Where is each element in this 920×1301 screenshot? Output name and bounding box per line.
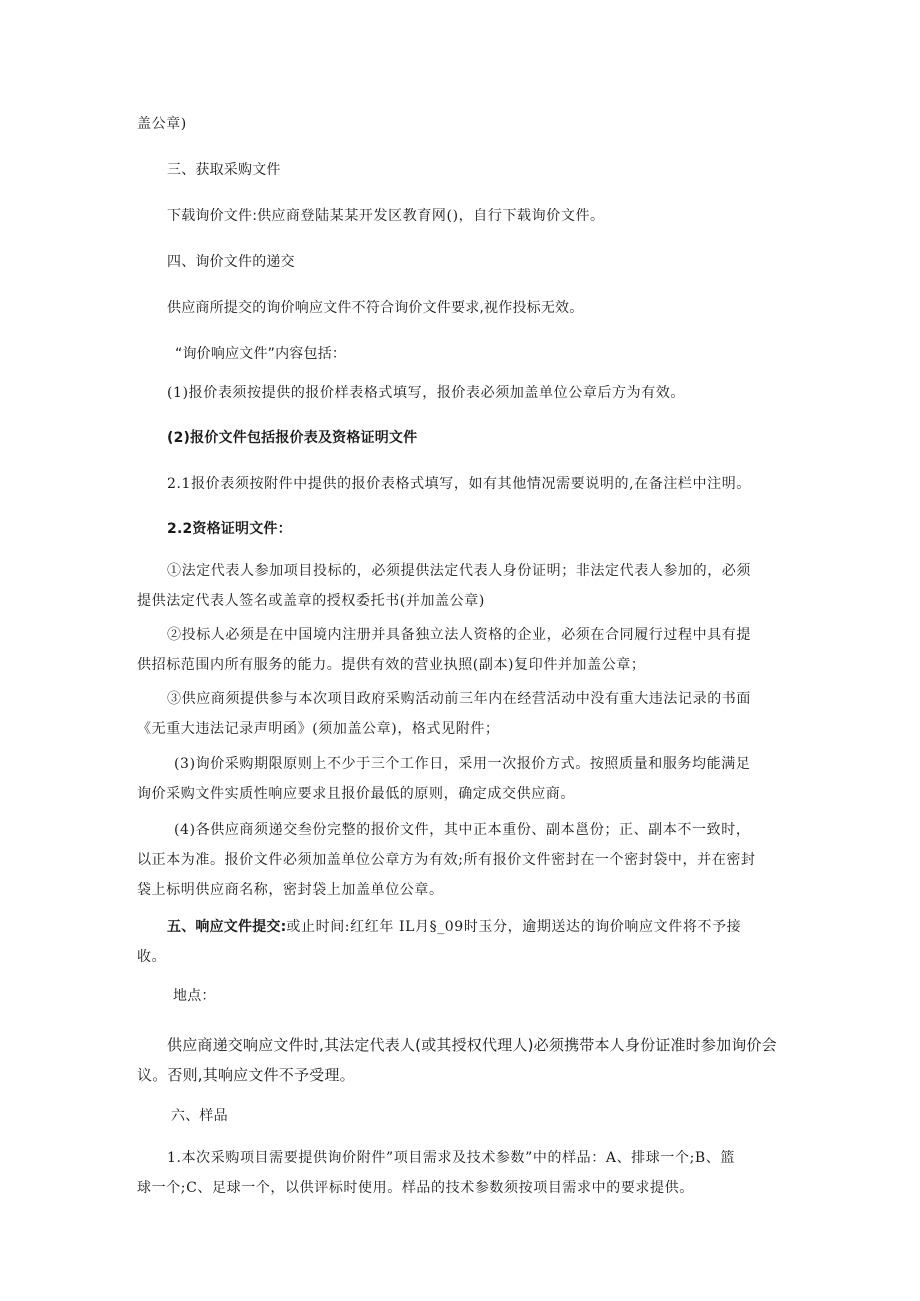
paragraph-item-1: (1)报价表须按提供的报价样表格式填写，报价表必须加盖单位公章后方为有效。 [167, 385, 686, 401]
paragraph-seal-note: 盖公章) [137, 116, 187, 132]
paragraph-contents-intro: “询价响应文件”内容包括： [175, 346, 347, 362]
paragraph-invalid-bid: 供应商所提交的询价响应文件不符合询价文件要求,视作投标无效。 [167, 300, 584, 316]
paragraph-item-2-1: 2.1报价表须按附件中提供的报价表格式填写，如有其他情况需要说明的,在备注栏中注明。 [167, 476, 751, 492]
paragraph-qualification-1: ①法定代表人参加项目投标的，必须提供法定代表人身份证明；非法定代表人参加的，必须 提供法定代表人签名或盖章的授权委托书(并加盖公章) [137, 563, 751, 609]
paragraph-qualification-3: ③供应商须提供参与本次项目政府采购活动前三年内在经营活动中没有重大违法记录的书面 《无重大违法记录声明函》(须加盖公章)，格式见附件； [137, 691, 751, 737]
heading-samples: 六、样品 [171, 1108, 228, 1124]
paragraph-item-3: (3)询价采购期限原则上不少于三个工作日，采用一次报价方式。按照质量和服务均能满足 询价采购文件实质性响应要求且报价最低的原则，确定成交供应商。 [137, 756, 751, 802]
paragraph-qualification-2: ②投标人必须是在中国境内注册并具备独立法人资格的企业，必须在合同履行过程中具有提 供招标范围内所有服务的能力。提供有效的营业执照(副本)复印件并加盖公章； [137, 627, 751, 673]
paragraph-response-deadline: 五、响应文件提交:或止时间:红红年 IL月§_09时玉分，逾期送达的询价响应文件将不予接 收。 [137, 919, 742, 965]
heading-item-2: (2)报价文件包括报价表及资格证明文件 [167, 430, 418, 446]
heading-obtain-documents: 三、获取采购文件 [167, 162, 281, 178]
paragraph-representative: 供应商递交响应文件时,其法定代表人(或其授权代理人)必须携带本人身份证准时参加询价会 议。否则,其响应文件不予受理。 [137, 1036, 777, 1084]
paragraph-samples-1: 1.本次采购项目需要提供询价附件”项目需求及技术参数”中的样品：A、排球一个;B、篮 球一个;C、足球一个，以供评标时使用。样品的技术参数须按项目需求中的要求提供。 [137, 1150, 735, 1196]
paragraph-location: 地点： [173, 988, 216, 1004]
heading-item-2-2: 2.2资格证明文件： [167, 521, 292, 537]
paragraph-download: 下载询价文件:供应商登陆某某开发区教育网()，自行下载询价文件。 [167, 208, 605, 224]
heading-submission: 四、询价文件的递交 [167, 254, 295, 270]
paragraph-item-4: (4)各供应商须递交叁份完整的报价文件，其中正本重份、副本邕份；正、副本不一致时， 以正本为准。报价文件必须加盖单位公章方为有效;所有报价文件密封在一个密封袋中，并在密封 袋上标明供应商名称，密封袋上加盖单位公章。 [137, 822, 756, 898]
